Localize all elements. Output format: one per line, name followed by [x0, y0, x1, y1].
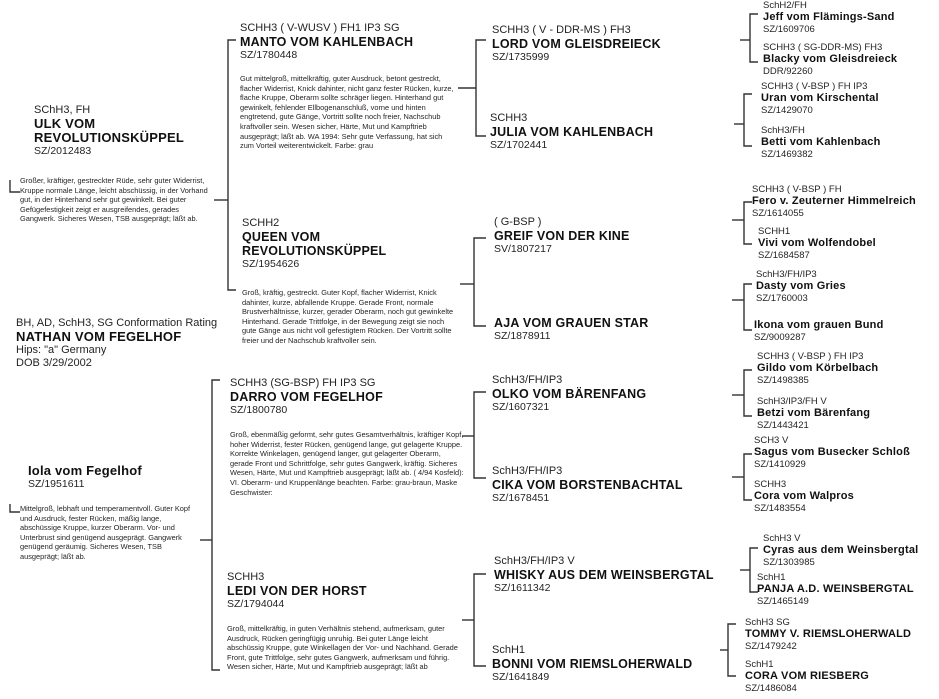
gen2-sz: SZ/1780448: [240, 49, 298, 61]
gen2-name: MANTO VOM KAHLENBACH: [240, 35, 414, 49]
gen4-sz: SZ/1443421: [757, 420, 809, 431]
gen4-name: Ikona vom grauen Bund: [754, 319, 884, 331]
gen4-sz: SZ/1684587: [758, 250, 810, 261]
gen4-titles: SCHH3 ( V-BSP ) FH IP3: [757, 351, 864, 362]
sire-name: ULK VOM REVOLUTIONSKÜPPEL: [34, 116, 185, 145]
gen3-titles: SchH1: [492, 644, 526, 656]
gen4-titles: SchH3 SG: [745, 617, 790, 628]
gen4-titles: SCH3 V: [754, 435, 789, 446]
gen2-sz: SZ/1800780: [230, 404, 288, 416]
gen4-dog: [763, 42, 897, 77]
gen3-sz: SZ/1607321: [492, 401, 550, 413]
gen3-name: OLKO VOM BÄRENFANG: [492, 387, 647, 401]
gen2-description: Groß, mittelkräftig, in guten Verhältnis stehend, aufmerksam, guter Ausdruck, Rücken geringfügig unruhig. Bei guter Länge leicht abschüssig Kruppe, gute Winkellagen der Vor- und Nachhand. Gerade Front, gute Trittfolge, sehr gutes Gangwerk, aufmerksam und führig. Wesen sicher, Härte, Mut und Kampftrieb ausgeprägt; läßt ab: [227, 624, 458, 672]
gen4-name: Cyras aus dem Weinsbergtal: [763, 544, 919, 556]
gen3-titles: SCHH3 ( V - DDR-MS ) FH3: [492, 24, 631, 36]
gen2-dog: [230, 377, 383, 417]
gen4-name: Vivi vom Wolfendobel: [758, 237, 876, 249]
gen3-dog: [492, 374, 646, 414]
gen2-titles: SCHH2: [242, 217, 280, 229]
gen4-titles: SCHH3: [754, 479, 787, 490]
gen4-name: Uran vom Kirschental: [761, 92, 879, 104]
bracket-sire: [10, 180, 20, 192]
gen4-titles: SchH2/FH: [763, 0, 807, 11]
gen4-dog: [754, 319, 884, 343]
gen4-sz: SZ/1486084: [745, 683, 797, 694]
gen4-name: Blacky vom Gleisdreieck: [763, 53, 898, 65]
gen2-titles: SCHH3 (SG-BSP) FH IP3 SG: [230, 377, 376, 389]
gen3-titles: SchH3/FH/IP3 V: [494, 555, 575, 567]
gen4-titles: SchH3 V: [763, 533, 801, 544]
subject-name: NATHAN VOM FEGELHOF: [16, 329, 182, 344]
gen3-dog: [494, 555, 714, 595]
gen4-name: Betzi vom Bärenfang: [757, 407, 871, 419]
dam-name: Iola vom Fegelhof: [28, 463, 142, 478]
gen4-sz: SZ/1483554: [754, 503, 806, 514]
gen3-titles: ( G-BSP ): [494, 216, 542, 228]
gen3-name: BONNI VOM RIEMSLOHERWALD: [492, 657, 693, 671]
gen4-dog: [752, 184, 916, 219]
gen3-sz: SZ/1678451: [492, 492, 550, 504]
gen4-dog: [761, 81, 879, 116]
bracket-dam: [10, 504, 20, 512]
gen4-titles: SchH1: [757, 572, 786, 583]
gen4-titles: SCHH1: [758, 226, 791, 237]
gen3-titles: SchH3/FH/IP3: [492, 465, 563, 477]
gen3-sz: SZ/1611342: [494, 582, 551, 594]
sire-sz: SZ/2012483: [34, 145, 92, 157]
gen2-name: DARRO VOM FEGELHOF: [230, 390, 383, 404]
gen4-sz: SZ/1410929: [754, 459, 806, 470]
gen3-titles: SCHH3: [490, 112, 528, 124]
gen3-titles: SchH3/FH/IP3: [492, 374, 563, 386]
gen3-dog: [492, 644, 692, 684]
gen3-sz: SZ/1702441: [490, 139, 548, 151]
gen4-titles: SchH3/FH/IP3: [756, 269, 817, 280]
dam: [28, 464, 142, 491]
gen4-titles: SchH3/FH: [761, 125, 805, 136]
gen4-titles: SchH3/IP3/FH V: [757, 396, 827, 407]
gen3-dog: [494, 216, 630, 256]
gen4-sz: SZ/1303985: [763, 557, 815, 568]
gen2-dog: [227, 571, 367, 611]
gen4-sz: SZ/1469382: [761, 149, 813, 160]
subject-dob: DOB 3/29/2002: [16, 357, 92, 369]
gen3-name: AJA VOM GRAUEN STAR: [494, 316, 649, 330]
gen4-dog: [758, 226, 876, 261]
gen3-name: CIKA VOM BORSTENBACHTAL: [492, 478, 683, 492]
gen4-dog: [745, 659, 869, 694]
gen2-sz: SZ/1794044: [227, 598, 285, 610]
gen4-dog: [763, 533, 918, 568]
gen4-dog: [745, 617, 911, 652]
bracket-dam-parents: [212, 380, 220, 670]
gen4-sz: SZ/1465149: [757, 596, 809, 607]
gen2-sz: SZ/1954626: [242, 258, 300, 270]
gen4-titles: SCHH3 ( V-BSP ) FH: [752, 184, 842, 195]
gen4-sz: SZ/1609706: [763, 24, 815, 35]
dam-sz: SZ/1951611: [28, 478, 85, 490]
gen3-name: GREIF VON DER KINE: [494, 229, 630, 243]
gen4-dog: [757, 351, 878, 386]
gen4-sz: SZ/1429070: [761, 105, 813, 116]
gen3-dog: [492, 24, 661, 64]
gen2-titles: SCHH3 ( V-WUSV ) FH1 IP3 SG: [240, 22, 400, 34]
gen2-description: Groß, ebenmäßig geformt, sehr gutes Gesamtverhältnis, kräftiger Kopf, hoher Widerrist, fester Rücken, genügend lange, gut gelagerte Kruppe. Korrekte Winkelagen, genügend langer, gut gelagerter Oberarm, gerade Front und Schrittfolge, sehr gutes Gangwerk, kräftig. Sicheres Wesen, Härte, Mut und Kampftrieb ausgeprägt; läßt ab. ( 4/94 Kosfeld): VI. Oberarm- und Kruppenlänge beachten. Farbe: grau-braun, Maske Geschwister:: [230, 430, 464, 497]
gen2-description: Groß, kräftig, gestreckt. Guter Kopf, flacher Widerrist, Knick dahinter, kurze, abfallende Kruppe. Gerade Front, normale Brustverhältnisse, kurzer, gerader Oberarm, noch gut gewinkelte Hinterhand. Gerade Trittfolge, in der Bewegung zeigt sie noch gute Gänge aus nicht voll gefestigtem Rücken. Der Vortritt sollte freier und der Nachschub kraftvoller sein.: [242, 288, 454, 345]
gen4-titles: SCHH3 ( V-BSP ) FH IP3: [761, 81, 868, 92]
subject-titles: BH, AD, SchH3, SG Conformation Rating: [16, 317, 218, 329]
gen4-name: Betti vom Kahlenbach: [761, 136, 881, 148]
subject-hips: Hips: "a" Germany: [16, 344, 107, 356]
gen4-name: CORA VOM RIESBERG: [745, 670, 870, 682]
subject-dog: [16, 317, 217, 370]
gen4-titles: SCHH3 ( SG-DDR-MS) FH3: [763, 42, 883, 53]
dam-description: Mittelgroß, lebhaft und temperamentvoll. Guter Kopf und Ausdruck, fester Rücken, mäßig lange, abschüssige Kruppe, kurzer Oberarm. Vor- und Unterbrust sind genügend ausgeprägt. Gangwerk genügend geräumig. Sicheres Wesen, TSB ausgeprägt; läßt ab.: [20, 504, 191, 561]
gen2-name: LEDI VON DER HORST: [227, 584, 367, 598]
gen3-name: LORD VOM GLEISDREIECK: [492, 37, 661, 51]
gen3-name: WHISKY AUS DEM WEINSBERGTAL: [494, 568, 714, 582]
gen4-name: Sagus vom Busecker Schloß: [754, 446, 910, 458]
gen4-dog: [757, 572, 914, 607]
gen2-description: Gut mittelgroß, mittelkräftig, guter Ausdruck, betont gestreckt, flacher Widerrist, Knick dahinter, nicht ganz fester Rücken, kurze, flache Kruppe, Oberarm sollte schräger liegen. Hinterhand gut gewinkelt, fehlender Ellbogenanschluß, vorne und hinten engtretend, gute Gänge, Vortritt sollte noch freier, Nachschub kraftvoller sein. Wesen sicher, Härte, Mut und Kampftrieb ausgeprägt; läßt ab. WA 1994: Sehr gute Verfassung, hat sich zum Vorteil weiterentwickelt. Farbe: grau: [240, 74, 454, 151]
gen3-dog: [490, 112, 653, 152]
gen4-dog: [754, 479, 854, 514]
gen4-sz: SZ/1760003: [756, 293, 808, 304]
gen4-name: Gildo vom Körbelbach: [757, 362, 879, 374]
gen2-dog: [242, 217, 442, 271]
sire: [34, 104, 224, 158]
gen4-sz: DDR/92260: [763, 66, 813, 77]
gen4-name: Jeff vom Flämings-Sand: [763, 11, 895, 23]
gen4-dog: [763, 0, 895, 35]
gen3-sz: SZ/1735999: [492, 51, 550, 63]
gen4-name: Cora vom Walpros: [754, 490, 854, 502]
gen3-name: JULIA VOM KAHLENBACH: [490, 125, 654, 139]
gen3-sz: SV/1807217: [494, 243, 552, 255]
gen4-dog: [754, 435, 910, 470]
gen4-name: TOMMY V. RIEMSLOHERWALD: [745, 628, 912, 640]
gen4-sz: SZ/1479242: [745, 641, 797, 652]
gen2-dog: [240, 22, 413, 62]
gen4-sz: SZ/1614055: [752, 208, 804, 219]
gen4-dog: [761, 125, 881, 160]
gen4-sz: SZ/1498385: [757, 375, 809, 386]
gen4-sz: SZ/9009287: [754, 332, 806, 343]
gen3-sz: SZ/1641849: [492, 671, 550, 683]
gen3-dog: [492, 465, 683, 505]
gen3-dog: [494, 316, 649, 343]
sire-description: Großer, kräftiger, gestreckter Rüde, sehr guter Widerrist, Kruppe normale Länge, leicht abschüssig, in der Vorhand gut, in der Hinterhand sehr gut gewinkelt. Bei guter Gefügefestigkeit zeigt er ausgreifendes, gerades Gangwerk. Sicheres Wesen, TSB ausgeprägt; läßt ab.: [20, 176, 208, 224]
gen4-dog: [757, 396, 870, 431]
gen4-name: PANJA A.D. WEINSBERGTAL: [757, 583, 914, 595]
gen4-dog: [756, 269, 846, 304]
gen4-titles: SchH1: [745, 659, 774, 670]
gen2-titles: SCHH3: [227, 571, 265, 583]
gen2-name: QUEEN VOM REVOLUTIONSKÜPPEL: [242, 230, 387, 258]
bracket-sire-parents: [228, 40, 236, 290]
sire-titles: SChH3, FH: [34, 104, 91, 116]
gen4-name: Dasty vom Gries: [756, 280, 846, 292]
gen4-name: Fero v. Zeuterner Himmelreich: [752, 195, 916, 207]
gen3-sz: SZ/1878911: [494, 330, 551, 342]
